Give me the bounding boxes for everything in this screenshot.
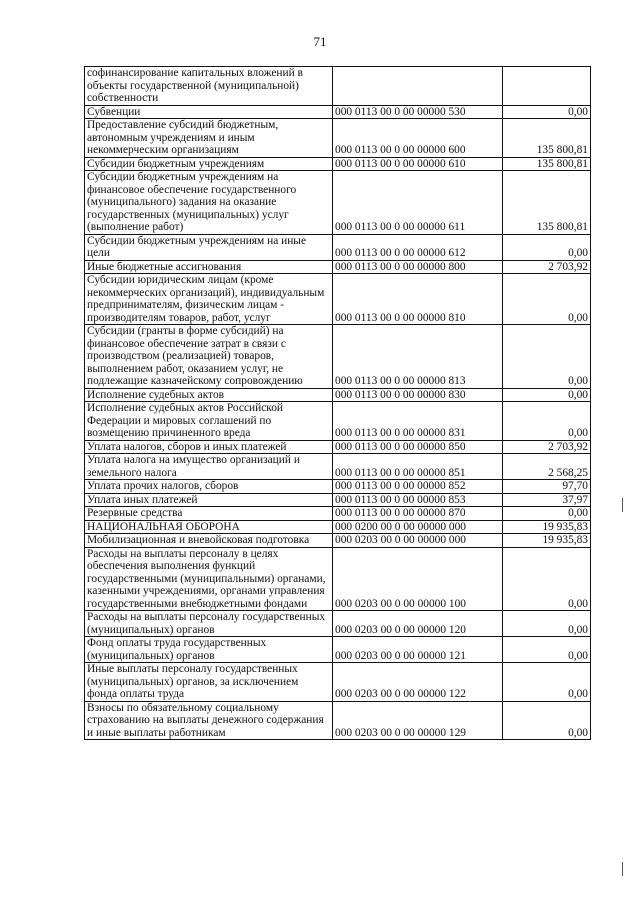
row-amount-cell: 0,00 bbox=[503, 663, 591, 702]
row-amount-cell: 97,70 bbox=[503, 480, 591, 494]
row-name-cell: Исполнение судебных актов Российской Федерации и мировых соглашений по возмещению причиненного вреда bbox=[85, 402, 333, 441]
row-code-cell: 000 0113 00 0 00 00000 612 bbox=[333, 234, 503, 260]
row-name-cell: Субсидии (гранты в форме субсидий) на финансовое обеспечение затрат в связи с производством (реализацией) товаров, выполнением работ, оказанием услуг, не подлежащие казначейскому сопровождению bbox=[85, 325, 333, 389]
row-amount-cell: 37,97 bbox=[503, 493, 591, 507]
table-row bbox=[85, 534, 591, 548]
row-code-cell: 000 0113 00 0 00 00000 611 bbox=[333, 171, 503, 235]
row-amount-cell: 2 703,92 bbox=[503, 260, 591, 274]
row-amount-cell: 0,00 bbox=[503, 637, 591, 663]
row-amount-cell: 0,00 bbox=[503, 325, 591, 389]
table-row bbox=[85, 611, 591, 637]
table-row bbox=[85, 119, 591, 158]
row-name-cell: Субсидии бюджетным учреждениям на иные цели bbox=[85, 234, 333, 260]
table-row bbox=[85, 274, 591, 325]
row-amount-cell: 0,00 bbox=[503, 507, 591, 521]
row-code-cell: 000 0113 00 0 00 00000 830 bbox=[333, 388, 503, 402]
row-amount-cell: 0,00 bbox=[503, 105, 591, 119]
row-name-cell: Уплата иных платежей bbox=[85, 493, 333, 507]
row-name-cell: Исполнение судебных актов bbox=[85, 388, 333, 402]
table-row bbox=[85, 234, 591, 260]
table-row bbox=[85, 260, 591, 274]
row-code-cell: 000 0203 00 0 00 00000 121 bbox=[333, 637, 503, 663]
budget-table bbox=[84, 66, 591, 740]
row-code-cell: 000 0203 00 0 00 00000 120 bbox=[333, 611, 503, 637]
row-code-cell: 000 0113 00 0 00 00000 813 bbox=[333, 325, 503, 389]
table-row bbox=[85, 480, 591, 494]
row-amount-cell: 0,00 bbox=[503, 701, 591, 740]
row-code-cell: 000 0113 00 0 00 00000 851 bbox=[333, 454, 503, 480]
table-row bbox=[85, 388, 591, 402]
table-row bbox=[85, 440, 591, 454]
row-name-cell: Уплата прочих налогов, сборов bbox=[85, 480, 333, 494]
row-amount-cell: 0,00 bbox=[503, 274, 591, 325]
table-row bbox=[85, 663, 591, 702]
table-row bbox=[85, 325, 591, 389]
row-code-cell: 000 0113 00 0 00 00000 831 bbox=[333, 402, 503, 441]
row-name-cell: Субсидии юридическим лицам (кроме некоммерческих организаций), индивидуальным предпринимателям, физическим лицам - производителям товаров, работ, услуг bbox=[85, 274, 333, 325]
row-amount-cell: 0,00 bbox=[503, 388, 591, 402]
row-name-cell: НАЦИОНАЛЬНАЯ ОБОРОНА bbox=[85, 520, 333, 534]
row-name-cell: Иные выплаты персоналу государственных (муниципальных) органов, за исключением фонда оплаты труда bbox=[85, 663, 333, 702]
row-code-cell: 000 0113 00 0 00 00000 530 bbox=[333, 105, 503, 119]
row-amount-cell: 2 703,92 bbox=[503, 440, 591, 454]
row-name-cell: Иные бюджетные ассигнования bbox=[85, 260, 333, 274]
row-name-cell: Взносы по обязательному социальному страхованию на выплаты денежного содержания и иные выплаты работникам bbox=[85, 701, 333, 740]
scan-edge-mark bbox=[622, 862, 623, 876]
row-code-cell: 000 0113 00 0 00 00000 850 bbox=[333, 440, 503, 454]
row-name-cell: Мобилизационная и вневойсковая подготовка bbox=[85, 534, 333, 548]
row-name-cell: Субвенции bbox=[85, 105, 333, 119]
row-amount-cell: 19 935,83 bbox=[503, 520, 591, 534]
table-row bbox=[85, 157, 591, 171]
row-name-cell: Расходы на выплаты персоналу государственных (муниципальных) органов bbox=[85, 611, 333, 637]
row-name-cell: Субсидии бюджетным учреждениям bbox=[85, 157, 333, 171]
row-code-cell: 000 0113 00 0 00 00000 810 bbox=[333, 274, 503, 325]
table-row bbox=[85, 637, 591, 663]
table-row bbox=[85, 171, 591, 235]
row-name-cell: Расходы на выплаты персоналу в целях обеспечения выполнения функций государственными (муниципальными) органами, казенными учреждениями, органами управления государственными внебюджетными фондами bbox=[85, 547, 333, 611]
row-name-cell: Резервные средства bbox=[85, 507, 333, 521]
row-code-cell: 000 0203 00 0 00 00000 129 bbox=[333, 701, 503, 740]
row-amount-cell: 0,00 bbox=[503, 402, 591, 441]
row-name-cell: Предоставление субсидий бюджетным, автономным учреждениям и иным некоммерческим организациям bbox=[85, 119, 333, 158]
row-name-cell: Субсидии бюджетным учреждениям на финансовое обеспечение государственного (муниципального) задания на оказание государственных (муниципальных) услуг (выполнение работ) bbox=[85, 171, 333, 235]
row-name-cell: Фонд оплаты труда государственных (муниципальных) органов bbox=[85, 637, 333, 663]
row-amount-cell: 0,00 bbox=[503, 547, 591, 611]
table-row bbox=[85, 67, 591, 106]
row-amount-cell: 135 800,81 bbox=[503, 119, 591, 158]
table-row bbox=[85, 454, 591, 480]
table-row bbox=[85, 402, 591, 441]
row-amount-cell: 0,00 bbox=[503, 611, 591, 637]
row-amount-cell: 0,00 bbox=[503, 234, 591, 260]
page-number: 71 bbox=[313, 34, 327, 49]
row-code-cell: 000 0200 00 0 00 00000 000 bbox=[333, 520, 503, 534]
row-code-cell: 000 0113 00 0 00 00000 800 bbox=[333, 260, 503, 274]
row-name-cell: софинансирование капитальных вложений в объекты государственной (муниципальной) собственности bbox=[85, 67, 333, 106]
row-code-cell bbox=[333, 67, 503, 106]
row-name-cell: Уплата налога на имущество организаций и земельного налога bbox=[85, 454, 333, 480]
table-row bbox=[85, 520, 591, 534]
table-row bbox=[85, 105, 591, 119]
row-code-cell: 000 0113 00 0 00 00000 870 bbox=[333, 507, 503, 521]
table-row bbox=[85, 701, 591, 740]
table-row bbox=[85, 493, 591, 507]
row-code-cell: 000 0113 00 0 00 00000 852 bbox=[333, 480, 503, 494]
row-code-cell: 000 0203 00 0 00 00000 100 bbox=[333, 547, 503, 611]
row-code-cell: 000 0113 00 0 00 00000 610 bbox=[333, 157, 503, 171]
row-name-cell: Уплата налогов, сборов и иных платежей bbox=[85, 440, 333, 454]
table-row bbox=[85, 507, 591, 521]
row-amount-cell: 135 800,81 bbox=[503, 157, 591, 171]
row-amount-cell: 135 800,81 bbox=[503, 171, 591, 235]
row-code-cell: 000 0203 00 0 00 00000 000 bbox=[333, 534, 503, 548]
row-code-cell: 000 0113 00 0 00 00000 853 bbox=[333, 493, 503, 507]
budget-table-body bbox=[85, 67, 591, 740]
scan-edge-mark bbox=[622, 498, 623, 512]
row-amount-cell bbox=[503, 67, 591, 106]
row-amount-cell: 19 935,83 bbox=[503, 534, 591, 548]
row-code-cell: 000 0113 00 0 00 00000 600 bbox=[333, 119, 503, 158]
table-row bbox=[85, 547, 591, 611]
row-amount-cell: 2 568,25 bbox=[503, 454, 591, 480]
row-code-cell: 000 0203 00 0 00 00000 122 bbox=[333, 663, 503, 702]
